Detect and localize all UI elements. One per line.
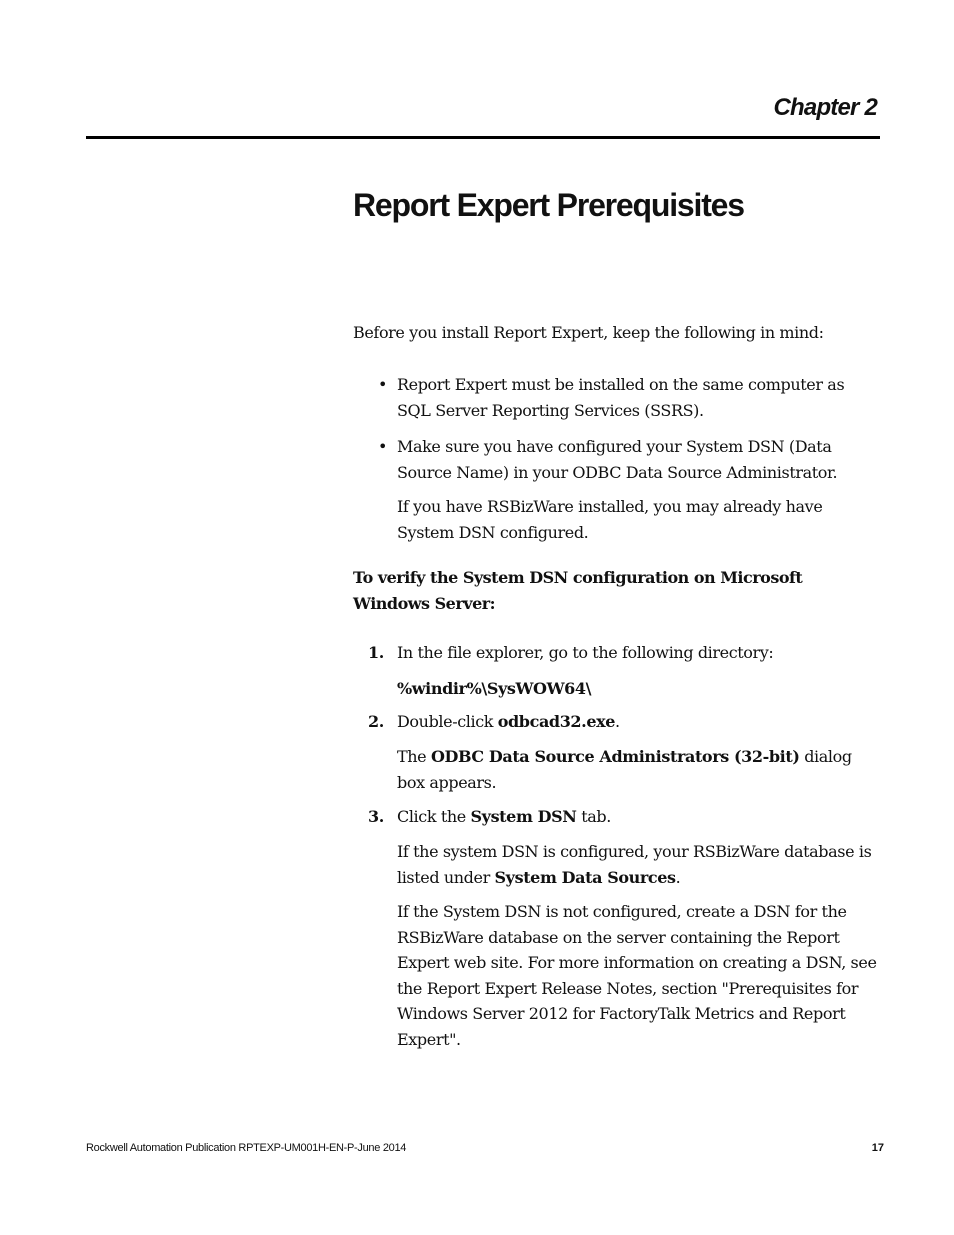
- step-note: If the System DSN is not configured, create a DSN for the RSBizWare database on the server containing the Report Expert web site. For more information on creating a DSN, see the Report Expert Release Notes, section "Prerequisites for Windows Server 2012 for FactoryTalk Metrics and Report Expert".: [397, 902, 877, 1049]
- step-number: 2.: [368, 712, 384, 731]
- executable-name: odbcad32.exe: [497, 712, 616, 731]
- bullet-marker: •: [378, 375, 388, 394]
- step-number: 3.: [368, 807, 384, 826]
- intro-paragraph: Before you install Report Expert, keep the following in mind:: [353, 323, 824, 342]
- bullet-text: Report Expert must be installed on the same computer as SQL Server Reporting Services (SSRS).: [397, 375, 845, 420]
- step-number: 1.: [368, 643, 384, 662]
- step-text: Double-click odbcad32.exe.: [397, 712, 620, 731]
- footer-publication: Rockwell Automation Publication RPTEXP-UM001H-EN-P-June 2014: [86, 1142, 407, 1154]
- dialog-name: ODBC Data Source Administrators (32-bit): [430, 747, 800, 766]
- step-text: In the file explorer, go to the following directory:: [397, 643, 774, 662]
- bullet-note: If you have RSBizWare installed, you may already have System DSN configured.: [397, 497, 823, 542]
- step-note: The ODBC Data Source Administrators (32-bit) dialog box appears.: [397, 747, 852, 792]
- tab-name: System DSN: [470, 807, 577, 826]
- header-rule: [86, 136, 880, 139]
- directory-path: %windir%\SysWOW64\: [397, 679, 592, 698]
- page-title: Report Expert Prerequisites: [353, 187, 744, 223]
- section-name: System Data Sources: [494, 867, 676, 887]
- chapter-label: Chapter 2: [773, 94, 877, 121]
- step-note: If the system DSN is configured, your RSBizWare database is listed under System Data Sources.: [397, 842, 872, 887]
- bullet-marker: •: [378, 437, 388, 456]
- step-text: Click the System DSN tab.: [397, 807, 611, 826]
- page-number: 17: [871, 1142, 884, 1154]
- procedure-title: To verify the System DSN configuration on Microsoft Windows Server:: [353, 568, 803, 613]
- bullet-text: Make sure you have configured your System DSN (Data Source Name) in your ODBC Data Source Administrator.: [397, 437, 838, 482]
